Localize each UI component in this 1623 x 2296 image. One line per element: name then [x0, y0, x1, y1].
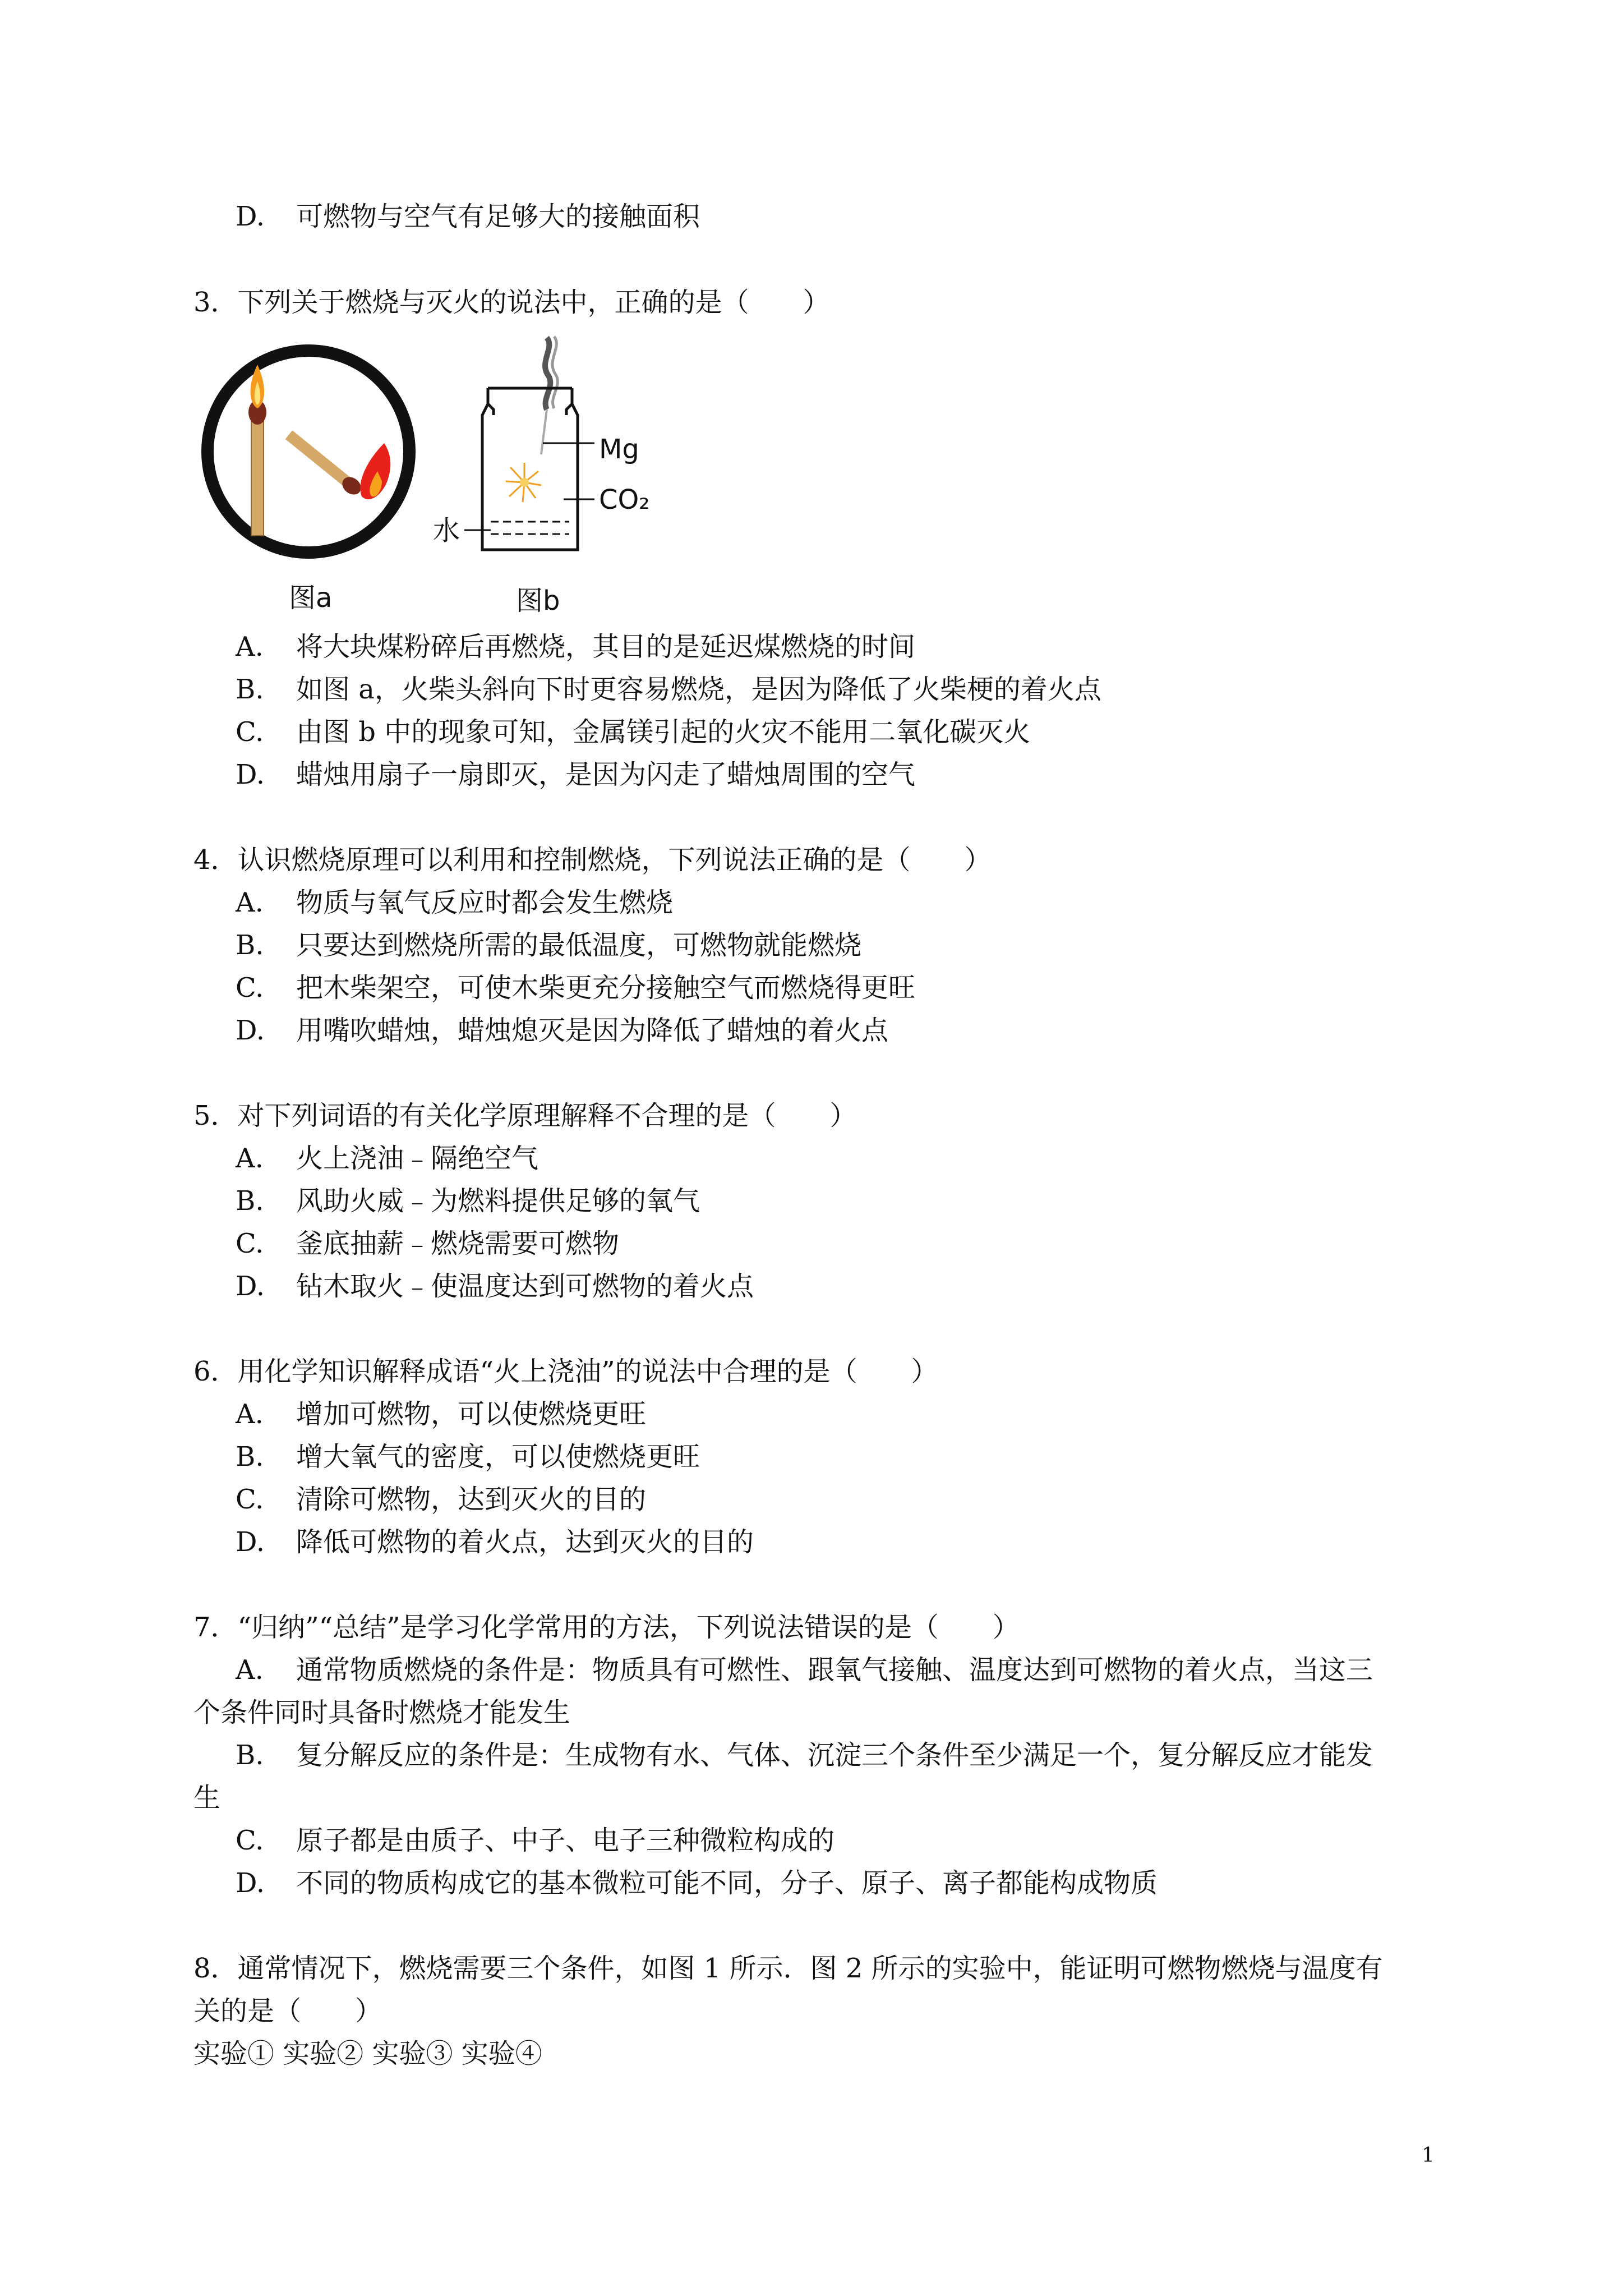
water-label: 水 — [433, 515, 460, 546]
option-line — [236, 970, 915, 1005]
option-continuation: 生 — [193, 1782, 221, 1814]
option-text: 通常物质燃烧的条件是：物质具有可燃性、跟氧气接触、温度达到可燃物的着火点，当这三 — [296, 1654, 1373, 1686]
option-letter: D. — [236, 201, 265, 232]
option-text: 如图 a，火柴头斜向下时更容易燃烧，是因为降低了火柴梗的着火点 — [296, 674, 1101, 705]
jar-neck — [488, 388, 572, 415]
option-line — [236, 1866, 1158, 1901]
option-line — [236, 1525, 754, 1559]
option-text: 钻木取火﹣使温度达到可燃物的着火点 — [296, 1271, 754, 1302]
option-line — [236, 885, 673, 920]
option-letter: B. — [236, 1185, 264, 1217]
choices-line: 实验① 实验② 实验③ 实验④ — [193, 2038, 542, 2069]
magnesium-ribbon — [541, 409, 547, 454]
option-line — [236, 1823, 834, 1858]
option-text: 物质与氧气反应时都会发生燃烧 — [296, 887, 674, 918]
option-line — [236, 715, 1030, 749]
option-text: 由图 b 中的现象可知，金属镁引起的火灾不能用二氧化碳灭火 — [296, 716, 1031, 748]
option-text: 用嘴吹蜡烛，蜡烛熄灭是因为降低了蜡烛的着火点 — [296, 1015, 889, 1046]
option-letter: B. — [236, 674, 264, 705]
option-text: 只要达到燃烧所需的最低温度，可燃物就能燃烧 — [296, 930, 862, 961]
option-text: 原子都是由质子、中子、电子三种微粒构成的 — [296, 1825, 835, 1856]
option-text: 不同的物质构成它的基本微粒可能不同，分子、原子、离子都能构成物质 — [296, 1867, 1158, 1899]
option-text: 釜底抽薪﹣燃烧需要可燃物 — [296, 1228, 620, 1259]
gas-jar — [482, 404, 578, 550]
option-letter: D. — [236, 759, 265, 790]
option-text: 清除可燃物，达到灭火的目的 — [296, 1484, 647, 1515]
option-line — [236, 1482, 646, 1517]
option-letter: B. — [236, 1740, 264, 1771]
mg-label: Mg — [599, 434, 639, 465]
option-line — [236, 1738, 1373, 1773]
figure-a-caption: 图a — [289, 582, 333, 614]
option-text: 把木柴架空，可使木柴更充分接触空气而燃烧得更旺 — [296, 972, 916, 1004]
option-letter: D. — [236, 1526, 265, 1558]
question-stem: 5．对下列词语的有关化学原理解释不合理的是（ ） — [193, 1100, 857, 1131]
option-text: 增加可燃物，可以使燃烧更旺 — [296, 1398, 647, 1430]
question-stem: 7．“归纳”“总结”是学习化学常用的方法，下列说法错误的是（ ） — [193, 1612, 1020, 1643]
option-letter: A. — [236, 1654, 264, 1686]
option-letter: C. — [236, 972, 264, 1004]
question-stem: 3．下列关于燃烧与灭火的说法中，正确的是（ ） — [193, 287, 830, 318]
option-letter: C. — [236, 1825, 264, 1856]
option-letter: A. — [236, 887, 264, 918]
option-line — [236, 672, 1101, 707]
figure-b-caption: 图b — [516, 585, 560, 616]
option-line — [236, 629, 915, 664]
option-line — [236, 1397, 646, 1432]
option-line — [236, 757, 915, 792]
option-line — [236, 1439, 700, 1474]
option-text: 火上浇油﹣隔绝空气 — [296, 1143, 539, 1174]
option-letter: C. — [236, 716, 264, 748]
matchstick-upright — [251, 415, 264, 536]
option-line — [236, 1653, 1373, 1687]
option-line — [236, 1269, 754, 1304]
option-letter: D. — [236, 1271, 265, 1302]
option-letter: D. — [236, 1867, 265, 1899]
option-line — [236, 1141, 538, 1176]
option-line — [236, 928, 861, 963]
option-letter: A. — [236, 1398, 264, 1430]
option-line — [236, 199, 700, 234]
option-letter: A. — [236, 1143, 264, 1174]
option-line — [236, 1184, 700, 1218]
option-text: 增大氧气的密度，可以使燃烧更旺 — [296, 1441, 700, 1473]
option-text: 将大块煤粉碎后再燃烧，其目的是延迟煤燃烧的时间 — [296, 631, 916, 662]
option-text: 蜡烛用扇子一扇即灭，是因为闪走了蜡烛周围的空气 — [296, 759, 916, 790]
matchstick-tilted — [289, 435, 348, 482]
option-line — [236, 1226, 619, 1261]
option-text: 复分解反应的条件是：生成物有水、气体、沉淀三个条件至少满足一个，复分解反应才能发 — [296, 1740, 1373, 1771]
option-text: 风助火威﹣为燃料提供足够的氧气 — [296, 1185, 700, 1217]
question-stem: 4．认识燃烧原理可以利用和控制燃烧，下列说法正确的是（ ） — [193, 844, 992, 876]
option-letter: C. — [236, 1228, 264, 1259]
option-letter: C. — [236, 1484, 264, 1515]
co2-label: CO₂ — [599, 484, 650, 516]
option-text: 降低可燃物的着火点，达到灭火的目的 — [296, 1526, 754, 1558]
match-figure-a — [199, 342, 429, 567]
option-line — [236, 1013, 888, 1048]
question-stem-continuation: 关的是（ ） — [193, 1995, 382, 2027]
option-continuation: 个条件同时具备时燃烧才能发生 — [193, 1697, 571, 1728]
option-text: 可燃物与空气有足够大的接触面积 — [296, 201, 700, 232]
question-stem: 6．用化学知识解释成语“火上浇油”的说法中合理的是（ ） — [193, 1356, 938, 1387]
tongs-icon — [545, 338, 550, 409]
question-stem: 8．通常情况下，燃烧需要三个条件，如图 1 所示．图 2 所示的实验中，能证明可燃物燃烧与温度有 — [193, 1953, 1383, 1984]
page-number: 1 — [1422, 2144, 1435, 2167]
option-letter: A. — [236, 631, 264, 662]
option-letter: D. — [236, 1015, 265, 1046]
option-letter: B. — [236, 1441, 264, 1473]
option-letter: B. — [236, 930, 264, 961]
